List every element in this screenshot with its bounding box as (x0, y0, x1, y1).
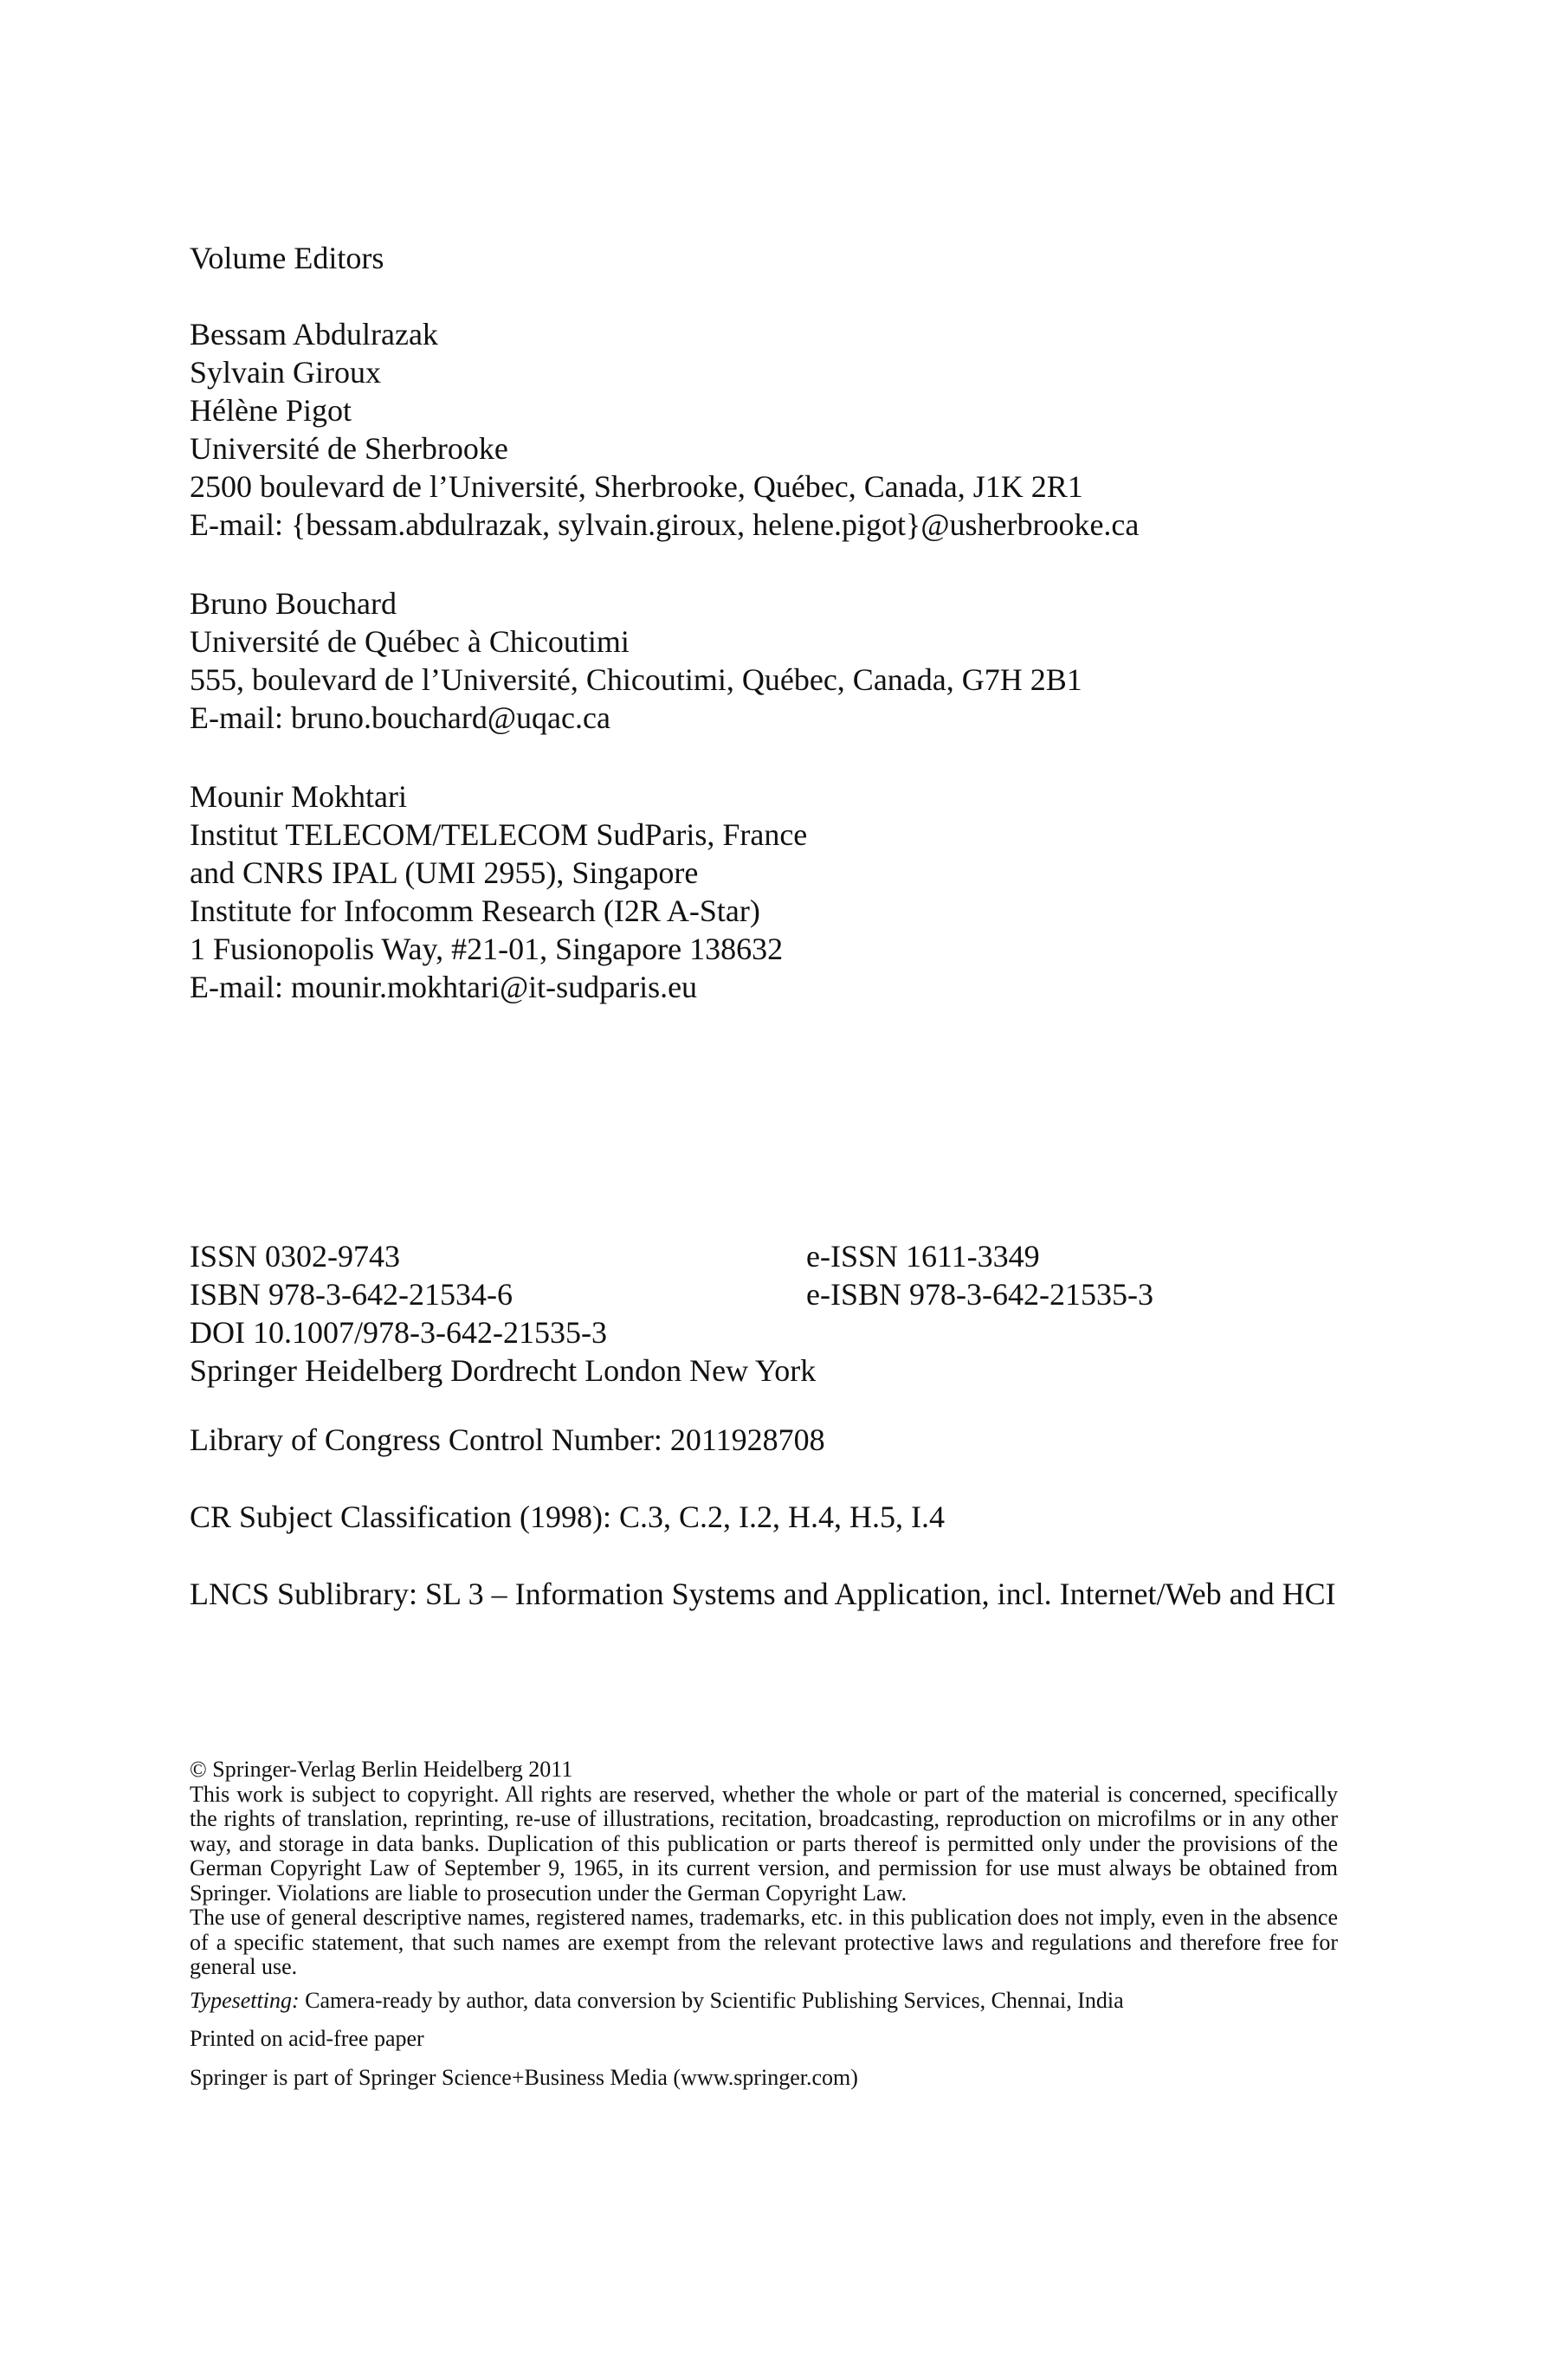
volume-editors-heading: Volume Editors (190, 241, 384, 275)
editor-affiliation: Institut TELECOM/TELECOM SudParis, France (190, 817, 808, 852)
typesetting-text: Camera-ready by author, data conversion by Scientific Publishing Services, Chennai, India (299, 1987, 1124, 2013)
editor-name: Mounir Mokhtari (190, 779, 407, 814)
cr-subject-classification: CR Subject Classification (1998): C.3, C.2, I.2, H.4, H.5, I.4 (190, 1500, 945, 1534)
springer-part-notice: Springer is part of Springer Science+Business Media (www.springer.com) (190, 2064, 858, 2090)
editor-address: 2500 boulevard de l’Université, Sherbrooke, Québec, Canada, J1K 2R1 (190, 469, 1083, 504)
issn: ISSN 0302-9743 (190, 1239, 401, 1274)
publisher-locations: Springer Heidelberg Dordrecht London New York (190, 1353, 817, 1388)
editor-affiliation: and CNRS IPAL (UMI 2955), Singapore (190, 855, 699, 890)
typesetting-credit (190, 1989, 1338, 2014)
editor-email: E-mail: mounir.mokhtari@it-sudparis.eu (190, 970, 698, 1004)
editor-email: E-mail: {bessam.abdulrazak, sylvain.giroux, helene.pigot}@usherbrooke.ca (190, 507, 1140, 542)
editor-affiliation: Université de Sherbrooke (190, 431, 508, 466)
editor-block-telecom (190, 777, 807, 1006)
editor-address: 1 Fusionopolis Way, #21-01, Singapore 138632 (190, 932, 784, 966)
rights-notice: This work is subject to copyright. All rights are reserved, whether the whole or part of the material is concerned, specifically the rights of translation, reprinting, re-use of illustrations, recitation, broadcasting, reproduction on microfilms or in any other way, and storage in data banks. Duplication of this publication or parts thereof is permitted only under the provisions of the German Copyright Law of September 9, 1965, in its current version, and permission for use must always be obtained from Springer. Violations are liable to prosecution under the German Copyright Law. (190, 1781, 1338, 1906)
editor-name: Bruno Bouchard (190, 586, 397, 621)
editor-email: E-mail: bruno.bouchard@uqac.ca (190, 700, 610, 735)
editor-block-sherbrooke (190, 315, 1139, 544)
names-notice: The use of general descriptive names, registered names, trademarks, etc. in this publication does not imply, even in the absence of a specific statement, that such names are exempt from the relevant protective laws and regulations and therefore free for general use. (190, 1905, 1338, 1979)
isbn: ISBN 978-3-642-21534-6 (190, 1277, 513, 1312)
identifiers-block (190, 1237, 1359, 1390)
lncs-sublibrary: LNCS Sublibrary: SL 3 – Information Systems and Application, incl. Internet/Web and HCI (190, 1577, 1336, 1611)
paper-notice: Printed on acid-free paper (190, 2026, 424, 2051)
library-of-congress-number: Library of Congress Control Number: 2011928708 (190, 1422, 825, 1457)
editor-block-chicoutimi (190, 584, 1082, 737)
editor-affiliation: Université de Québec à Chicoutimi (190, 624, 630, 659)
e-isbn: e-ISBN 978-3-642-21535-3 (806, 1277, 1153, 1312)
typesetting-label: Typesetting: (190, 1987, 300, 2013)
editor-address: 555, boulevard de l’Université, Chicoutimi, Québec, Canada, G7H 2B1 (190, 662, 1082, 697)
editor-name: Hélène Pigot (190, 393, 352, 428)
doi: DOI 10.1007/978-3-642-21535-3 (190, 1315, 607, 1350)
editor-name: Bessam Abdulrazak (190, 317, 438, 352)
editor-affiliation: Institute for Infocomm Research (I2R A-Star) (190, 893, 760, 928)
legal-notice (190, 1758, 1338, 2090)
editor-name: Sylvain Giroux (190, 355, 381, 390)
e-issn: e-ISSN 1611-3349 (806, 1239, 1040, 1274)
copyright-line: © Springer-Verlag Berlin Heidelberg 2011 (190, 1757, 573, 1782)
